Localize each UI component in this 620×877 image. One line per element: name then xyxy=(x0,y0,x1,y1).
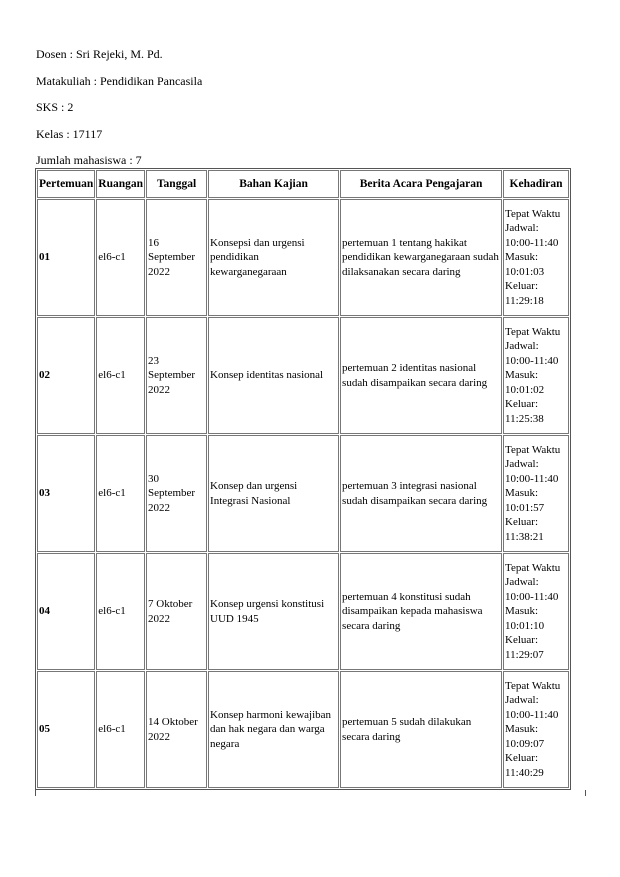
cell-bahan-kajian: Konsep identitas nasional xyxy=(208,317,339,434)
table-continuation xyxy=(35,790,586,796)
cell-pertemuan: 05 xyxy=(37,671,95,788)
col-header-ruangan: Ruangan xyxy=(96,170,145,198)
cell-tanggal: 23 September 2022 xyxy=(146,317,207,434)
sks-line: SKS : 2 xyxy=(36,100,74,114)
cell-pertemuan: 03 xyxy=(37,435,95,552)
cell-ruangan: el6-c1 xyxy=(96,671,145,788)
attendance-table xyxy=(35,168,571,790)
cell-pertemuan: 01 xyxy=(37,199,95,316)
col-header-kehadiran: Kehadiran xyxy=(503,170,569,198)
cell-berita-acara: pertemuan 3 integrasi nasional sudah disampaikan secara daring xyxy=(340,435,502,552)
cell-kehadiran xyxy=(503,435,569,552)
cell-ruangan: el6-c1 xyxy=(96,317,145,434)
kehadiran-status: Tepat Waktu xyxy=(505,679,561,692)
kehadiran-keluar: Keluar: 11:29:18 xyxy=(505,280,544,307)
cell-tanggal: 7 Oktober 2022 xyxy=(146,553,207,670)
col-header-tanggal: Tanggal xyxy=(146,170,207,198)
jumlah-mahasiswa-line: Jumlah mahasiswa : 7 xyxy=(36,153,142,167)
cell-kehadiran xyxy=(503,671,569,788)
cell-pertemuan: 02 xyxy=(37,317,95,434)
kelas-line: Kelas : 17117 xyxy=(36,127,103,141)
kehadiran-masuk: Masuk: 10:01:02 xyxy=(505,369,545,396)
table-row xyxy=(37,671,569,788)
table-row xyxy=(37,553,569,670)
col-header-bahan-kajian: Bahan Kajian xyxy=(208,170,339,198)
cell-tanggal: 16 September 2022 xyxy=(146,199,207,316)
cell-bahan-kajian: Konsep urgensi konstitusi UUD 1945 xyxy=(208,553,339,670)
cell-berita-acara: pertemuan 1 tentang hakikat pendidikan kewarganegaraan sudah dilaksanakan secara daring xyxy=(340,199,502,316)
table-row xyxy=(37,435,569,552)
table-row xyxy=(37,199,569,316)
kehadiran-status: Tepat Waktu xyxy=(505,207,561,220)
cell-tanggal: 14 Oktober 2022 xyxy=(146,671,207,788)
table-header-row xyxy=(37,170,569,198)
col-header-pertemuan: Pertemuan xyxy=(37,170,95,198)
cell-tanggal: 30 September 2022 xyxy=(146,435,207,552)
dosen-line: Dosen : Sri Rejeki, M. Pd. xyxy=(36,47,163,61)
cell-berita-acara: pertemuan 5 sudah dilakukan secara daring xyxy=(340,671,502,788)
cell-kehadiran xyxy=(503,317,569,434)
kehadiran-status: Tepat Waktu xyxy=(505,561,561,574)
cell-ruangan: el6-c1 xyxy=(96,199,145,316)
matakuliah-line: Matakuliah : Pendidikan Pancasila xyxy=(36,74,203,88)
table-row xyxy=(37,317,569,434)
kehadiran-keluar: Keluar: 11:40:29 xyxy=(505,752,544,779)
kehadiran-jadwal: Jadwal: 10:00-11:40 xyxy=(505,222,559,249)
kehadiran-masuk: Masuk: 10:01:57 xyxy=(505,487,545,514)
cell-bahan-kajian: Konsep dan urgensi Integrasi Nasional xyxy=(208,435,339,552)
kehadiran-jadwal: Jadwal: 10:00-11:40 xyxy=(505,340,559,367)
cell-berita-acara: pertemuan 2 identitas nasional sudah disampaikan secara daring xyxy=(340,317,502,434)
kehadiran-jadwal: Jadwal: 10:00-11:40 xyxy=(505,576,559,603)
cell-ruangan: el6-c1 xyxy=(96,435,145,552)
kehadiran-status: Tepat Waktu xyxy=(505,325,561,338)
cell-berita-acara: pertemuan 4 konstitusi sudah disampaikan kepada mahasiswa secara daring xyxy=(340,553,502,670)
kehadiran-masuk: Masuk: 10:01:10 xyxy=(505,605,545,632)
cell-bahan-kajian: Konsepsi dan urgensi pendidikan kewarganegaraan xyxy=(208,199,339,316)
kehadiran-keluar: Keluar: 11:25:38 xyxy=(505,398,544,425)
cell-pertemuan: 04 xyxy=(37,553,95,670)
kehadiran-masuk: Masuk: 10:01:03 xyxy=(505,251,545,278)
cell-kehadiran xyxy=(503,199,569,316)
attendance-table-wrapper xyxy=(35,168,586,796)
kehadiran-masuk: Masuk: 10:09:07 xyxy=(505,723,545,750)
kehadiran-keluar: Keluar: 11:29:07 xyxy=(505,634,544,661)
kehadiran-keluar: Keluar: 11:38:21 xyxy=(505,516,544,543)
cell-ruangan: el6-c1 xyxy=(96,553,145,670)
kehadiran-jadwal: Jadwal: 10:00-11:40 xyxy=(505,694,559,721)
col-header-berita-acara: Berita Acara Pengajaran xyxy=(340,170,502,198)
cell-bahan-kajian: Konsep harmoni kewajiban dan hak negara dan warga negara xyxy=(208,671,339,788)
cell-kehadiran xyxy=(503,553,569,670)
kehadiran-status: Tepat Waktu xyxy=(505,443,561,456)
kehadiran-jadwal: Jadwal: 10:00-11:40 xyxy=(505,458,559,485)
